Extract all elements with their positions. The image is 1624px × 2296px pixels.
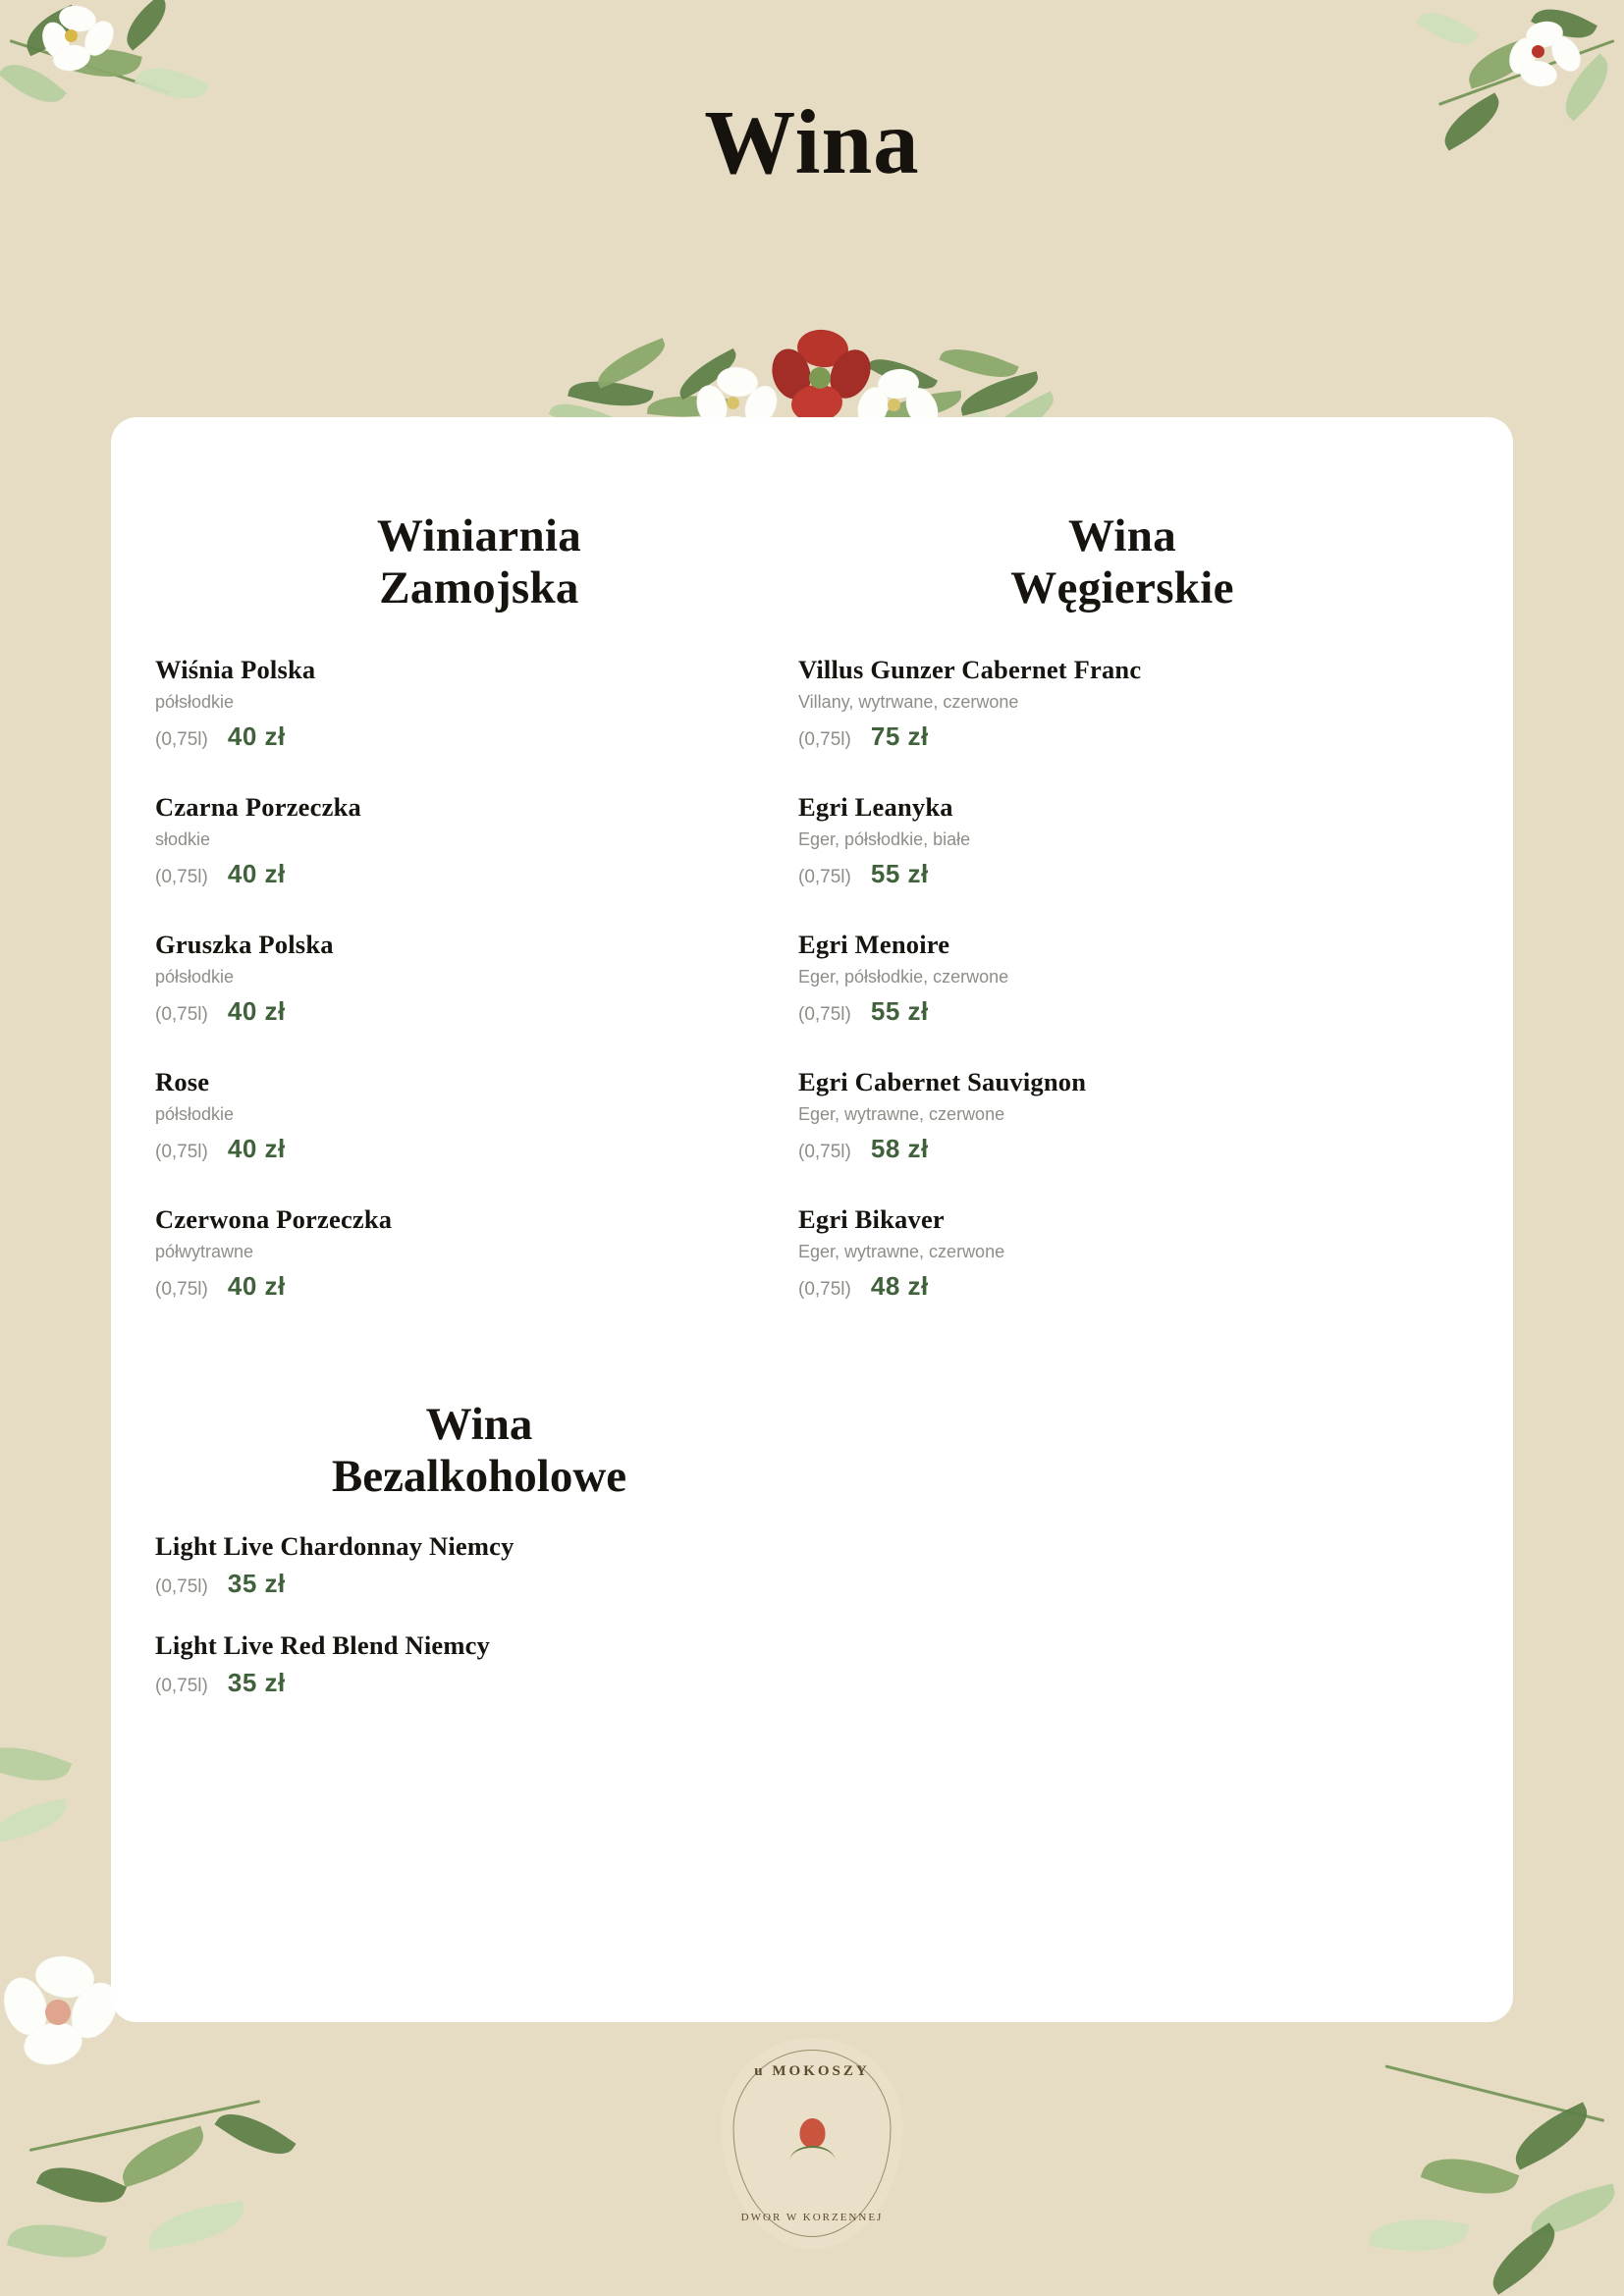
leaf <box>0 1798 71 1843</box>
item-volume: (0,75l) <box>155 1142 208 1163</box>
item-description: Eger, wytrawne, czerwone <box>798 1104 1005 1125</box>
item-price-row <box>155 1569 803 1599</box>
leaf <box>1369 2211 1469 2259</box>
section-heading-line2: Zamojska <box>379 561 579 614</box>
item-price: 40 zł <box>227 859 286 889</box>
item-price: 40 zł <box>227 721 286 752</box>
item-price: 55 zł <box>870 996 929 1027</box>
item-description: półsłodkie <box>155 967 235 988</box>
item-price: 40 zł <box>227 1271 286 1302</box>
menu-item <box>155 930 803 1027</box>
item-description: półwytrawne <box>155 1242 254 1262</box>
menu-item <box>155 1067 803 1164</box>
item-volume: (0,75l) <box>798 1004 851 1026</box>
section-heading <box>798 510 1446 614</box>
item-price-row <box>798 996 1446 1027</box>
item-name: Egri Bikaver <box>798 1204 945 1235</box>
item-volume: (0,75l) <box>798 729 851 751</box>
item-name: Gruszka Polska <box>155 930 334 960</box>
logo-face-icon <box>799 2118 825 2148</box>
leaf <box>1416 1 1479 56</box>
item-description: półsłodkie <box>155 1104 235 1125</box>
item-price: 35 zł <box>227 1668 286 1698</box>
item-price-row <box>155 859 803 889</box>
item-price-row <box>798 859 1446 889</box>
stem <box>1384 2064 1604 2122</box>
section-heading-line2: Węgierskie <box>1010 561 1234 614</box>
item-name: Egri Menoire <box>798 930 950 960</box>
section-winiarnia-zamojska <box>155 510 803 1302</box>
leaf <box>1505 2102 1597 2169</box>
logo-mark-icon <box>785 2112 839 2175</box>
logo-top-text: u MOKOSZY <box>754 2063 870 2079</box>
item-price-row <box>155 1668 803 1698</box>
decoration-bottom-right <box>1329 2002 1624 2296</box>
item-volume: (0,75l) <box>155 1004 208 1026</box>
item-description: Eger, wytrawne, czerwone <box>798 1242 1005 1262</box>
menu-item <box>798 792 1446 889</box>
leaf <box>0 1734 72 1795</box>
item-name: Egri Leanyka <box>798 792 953 823</box>
stem <box>10 39 170 93</box>
leaf <box>1462 36 1541 88</box>
menu-item <box>155 792 803 889</box>
item-price: 75 zł <box>870 721 929 752</box>
menu-item <box>798 1204 1446 1302</box>
item-price-row <box>155 1271 803 1302</box>
item-name: Czerwona Porzeczka <box>155 1204 393 1235</box>
leaf <box>1481 2222 1567 2295</box>
menu-card <box>111 417 1513 2022</box>
menu-item <box>155 655 803 752</box>
leaf <box>1525 2183 1620 2237</box>
menu-item <box>155 1531 803 1599</box>
item-name: Light Live Red Blend Niemcy <box>155 1630 491 1661</box>
item-price-row <box>798 721 1446 752</box>
logo <box>722 2038 903 2249</box>
section-wina-wegierskie <box>798 510 1446 1302</box>
leaf <box>66 38 142 87</box>
item-description: Eger, półsłodkie, czerwone <box>798 967 1009 988</box>
leaf <box>1421 2144 1520 2209</box>
item-description: Eger, półsłodkie, białe <box>798 829 971 850</box>
section-heading <box>155 1399 803 1502</box>
item-price: 35 zł <box>227 1569 286 1599</box>
leaf <box>115 2126 212 2188</box>
item-price-row <box>798 1271 1446 1302</box>
item-price-row <box>155 721 803 752</box>
leaf <box>36 2153 127 2217</box>
item-name: Light Live Chardonnay Niemcy <box>155 1531 514 1562</box>
section-heading-line1: Wina <box>1067 510 1177 561</box>
section-wina-bezalkoholowe <box>155 1399 803 1730</box>
leaf <box>116 0 176 51</box>
flower-icon <box>29 0 137 98</box>
item-volume: (0,75l) <box>155 729 208 751</box>
logo-wheat-icon <box>789 2146 835 2175</box>
item-description: słodkie <box>155 829 211 850</box>
item-price: 40 zł <box>227 996 286 1027</box>
item-price: 55 zł <box>870 859 929 889</box>
section-heading-line1: Winiarnia <box>376 510 582 561</box>
leaf <box>18 5 83 57</box>
menu-item <box>155 1630 803 1698</box>
section-heading-line1: Wina <box>425 1399 533 1450</box>
menu-item <box>798 655 1446 752</box>
menu-item <box>155 1204 803 1302</box>
item-volume: (0,75l) <box>155 1576 208 1598</box>
item-name: Villus Gunzer Cabernet Franc <box>798 655 1142 685</box>
menu-item <box>798 1067 1446 1164</box>
item-name: Wiśnia Polska <box>155 655 316 685</box>
section-heading-line2: Bezalkoholowe <box>331 1450 627 1502</box>
page-title: Wina <box>704 92 920 193</box>
item-price: 48 zł <box>870 1271 929 1302</box>
stem <box>29 2100 260 2152</box>
item-volume: (0,75l) <box>798 1279 851 1301</box>
item-price-row <box>798 1134 1446 1164</box>
item-description: Villany, wytrwane, czerwone <box>798 692 1019 713</box>
leaf <box>145 2201 247 2250</box>
item-volume: (0,75l) <box>798 1142 851 1163</box>
item-volume: (0,75l) <box>798 867 851 888</box>
item-name: Egri Cabernet Sauvignon <box>798 1067 1087 1097</box>
item-description: półsłodkie <box>155 692 235 713</box>
item-price-row <box>155 996 803 1027</box>
item-name: Rose <box>155 1067 210 1097</box>
leaf <box>214 2100 296 2168</box>
item-volume: (0,75l) <box>155 1279 208 1301</box>
item-name: Czarna Porzeczka <box>155 792 361 823</box>
leaf <box>7 2211 107 2270</box>
item-price: 40 zł <box>227 1134 286 1164</box>
section-heading <box>155 510 803 614</box>
logo-bottom-text: DWOR W KORZENNEJ <box>740 2212 884 2223</box>
item-price: 58 zł <box>870 1134 929 1164</box>
item-price-row <box>155 1134 803 1164</box>
menu-item <box>798 930 1446 1027</box>
item-volume: (0,75l) <box>155 867 208 888</box>
leaf <box>1531 0 1597 50</box>
item-volume: (0,75l) <box>155 1676 208 1697</box>
